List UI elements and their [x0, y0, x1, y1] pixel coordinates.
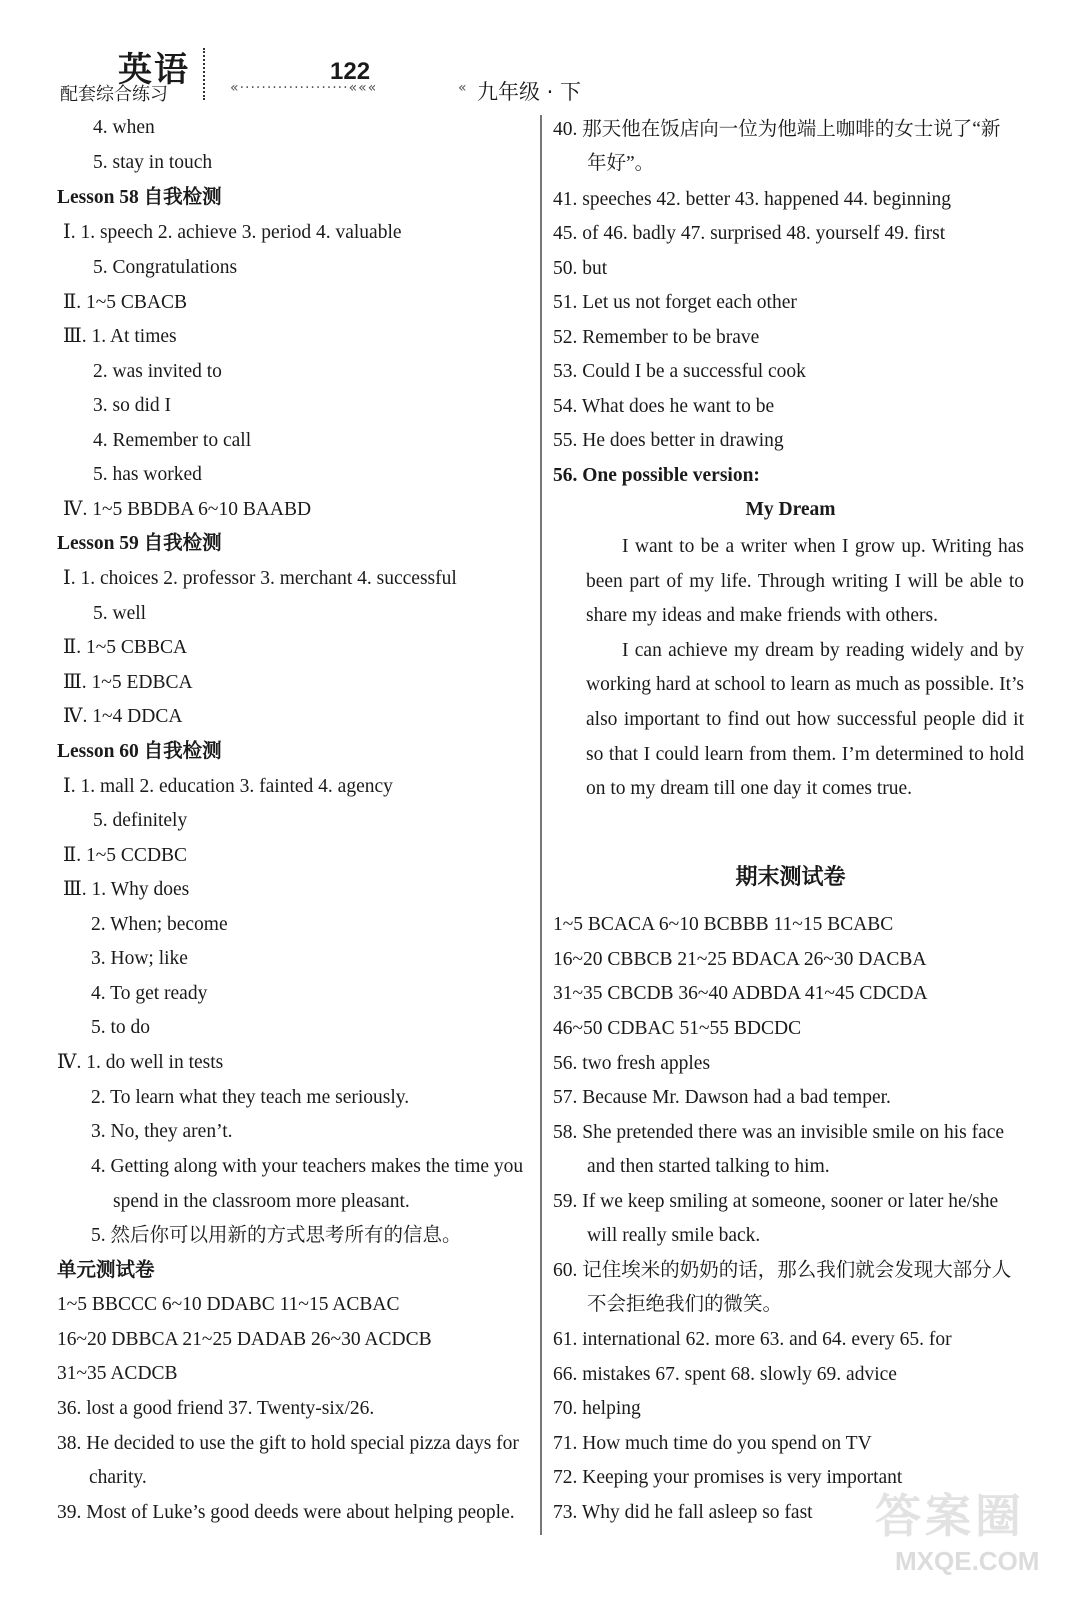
answer-line: and then started talking to him.: [587, 1156, 830, 1177]
answer-line: 3. How; like: [91, 948, 188, 969]
answer-line: Ⅰ. 1. choices 2. professor 3. merchant 4. successful: [63, 568, 457, 589]
answer-line: Ⅳ. 1~5 BBDBA 6~10 BAABD: [63, 499, 312, 520]
answer-line: 45. of 46. badly 47. surprised 48. yourself 49. first: [553, 223, 946, 244]
answer-line: 4. when: [93, 117, 155, 138]
answer-line: 4. To get ready: [91, 983, 208, 1004]
answer-line: Ⅲ. 1. Why does: [63, 879, 190, 900]
answer-line: will really smile back.: [587, 1225, 761, 1246]
answer-line: 46~50 CDBAC 51~55 BDCDC: [553, 1018, 802, 1039]
header-arrow-right: «: [458, 80, 467, 96]
book-title: 英语: [118, 50, 190, 90]
answer-line: 73. Why did he fall asleep so fast: [553, 1502, 813, 1523]
answer-line: 66. mistakes 67. spent 68. slowly 69. advice: [553, 1364, 897, 1385]
answer-line: 71. How much time do you spend on TV: [553, 1433, 872, 1454]
grade-label: 九年级 · 下: [477, 80, 582, 104]
essay-title: My Dream: [745, 499, 836, 520]
answer-line: 53. Could I be a successful cook: [553, 361, 806, 382]
answer-line: 5. well: [93, 603, 147, 624]
answer-line: 不会拒绝我们的微笑。: [587, 1294, 783, 1315]
answer-line: 51. Let us not forget each other: [553, 292, 797, 313]
answer-line: 5. to do: [91, 1017, 151, 1038]
answer-line: 56. two fresh apples: [553, 1053, 711, 1074]
answer-line: Ⅰ. 1. mall 2. education 3. fainted 4. agency: [63, 776, 393, 797]
answer-line: 70. helping: [553, 1398, 641, 1419]
answer-line: 41. speeches 42. better 43. happened 44. beginning: [553, 189, 952, 210]
book-subtitle: 配套综合练习: [60, 84, 168, 105]
section-heading: Lesson 59 自我检测: [57, 533, 222, 554]
answer-line: 52. Remember to be brave: [553, 327, 760, 348]
answer-line: 36. lost a good friend 37. Twenty-six/26.: [57, 1398, 375, 1419]
answer-line: 5. Congratulations: [93, 257, 238, 278]
answer-line: 3. No, they aren’t.: [91, 1121, 233, 1142]
page-header: [0, 0, 1065, 110]
essay-body: [586, 530, 1024, 807]
answer-line: 16~20 CBBCB 21~25 BDACA 26~30 DACBA: [553, 949, 927, 970]
answer-line: 5. definitely: [93, 810, 188, 831]
answer-line: spend in the classroom more pleasant.: [113, 1191, 410, 1212]
answer-line: 54. What does he want to be: [553, 396, 775, 417]
answer-line: 55. He does better in drawing: [553, 430, 784, 451]
essay-paragraph: I can achieve my dream by reading widely and by working hard at school to learn as much as possible. It’s also important to find out how successful people did it so that I could learn from them. I’m determined to hold on to my dream till one day it comes true.: [586, 639, 1024, 800]
essay-paragraph: I want to be a writer when I grow up. Writing has been part of my life. Through writing I will be able to share my ideas and make friends with others.: [586, 536, 1024, 627]
watermark-url: MXQE.COM: [895, 1546, 1040, 1576]
answer-line: 38. He decided to use the gift to hold special pizza days for: [57, 1433, 519, 1454]
answer-line: 57. Because Mr. Dawson had a bad temper.: [553, 1087, 891, 1108]
answer-line: 4. Remember to call: [93, 430, 252, 451]
answer-line: Ⅰ. 1. speech 2. achieve 3. period 4. valuable: [63, 222, 402, 243]
answer-line: 2. To learn what they teach me seriously.: [91, 1087, 410, 1108]
header-divider: [203, 48, 205, 100]
answer-line: 31~35 CBCDB 36~40 ADBDA 41~45 CDCDA: [553, 983, 928, 1004]
answer-line: 50. but: [553, 258, 608, 279]
answer-line: Ⅲ. 1~5 EDBCA: [63, 672, 193, 693]
answer-line: 1~5 BBCCC 6~10 DDABC 11~15 ACBAC: [57, 1294, 400, 1315]
answer-line: 16~20 DBBCA 21~25 DADAB 26~30 ACDCB: [57, 1329, 432, 1350]
answer-line: Ⅳ. 1. do well in tests: [57, 1052, 224, 1073]
answer-line: 58. She pretended there was an invisible smile on his face: [553, 1122, 1005, 1143]
answer-line: 5. stay in touch: [93, 152, 213, 173]
answer-line: 2. was invited to: [93, 361, 222, 382]
section-heading: Lesson 60 自我检测: [57, 741, 222, 762]
answer-line: 72. Keeping your promises is very important: [553, 1467, 903, 1488]
answer-line: 2. When; become: [91, 914, 228, 935]
answer-line: Ⅱ. 1~5 CBACB: [63, 292, 188, 313]
answer-line: 年好”。: [587, 153, 655, 174]
answer-line: 5. has worked: [93, 464, 202, 485]
answer-line: 1~5 BCACA 6~10 BCBBB 11~15 BCABC: [553, 914, 894, 935]
answer-line: 59. If we keep smiling at someone, sooner or later he/she: [553, 1191, 999, 1212]
answer-line: Ⅱ. 1~5 CCDBC: [63, 845, 188, 866]
answer-line: charity.: [89, 1467, 147, 1488]
answer-line: 3. so did I: [93, 395, 171, 416]
answer-line: 39. Most of Luke’s good deeds were about helping people.: [57, 1502, 515, 1523]
section-heading: Lesson 58 自我检测: [57, 187, 222, 208]
answer-line: 31~35 ACDCB: [57, 1363, 178, 1384]
answer-line: 60. 记住埃米的奶奶的话，那么我们就会发现大部分人: [553, 1260, 1012, 1281]
answer-line: 5. 然后你可以用新的方式思考所有的信息。: [91, 1225, 462, 1246]
watermark: [875, 1480, 1065, 1600]
section-heading: 单元测试卷: [57, 1260, 155, 1281]
column-divider: [540, 115, 542, 1535]
answer-line: Ⅲ. 1. At times: [63, 326, 177, 347]
answer-line: Ⅳ. 1~4 DDCA: [63, 706, 183, 727]
answer-line: 56. One possible version:: [553, 465, 760, 486]
answer-line: 61. international 62. more 63. and 64. every 65. for: [553, 1329, 952, 1350]
answer-line: 40. 那天他在饭店向一位为他端上咖啡的女士说了“新: [553, 119, 1001, 140]
page-number: 122: [330, 58, 371, 85]
answer-line: Ⅱ. 1~5 CBBCA: [63, 637, 188, 658]
final-exam-title: 期末测试卷: [735, 865, 846, 890]
answer-line: 4. Getting along with your teachers makes the time you: [91, 1156, 524, 1177]
watermark-logo: 答案圈: [875, 1489, 1025, 1543]
header-arrow-decoration: «····················«««: [230, 80, 378, 96]
